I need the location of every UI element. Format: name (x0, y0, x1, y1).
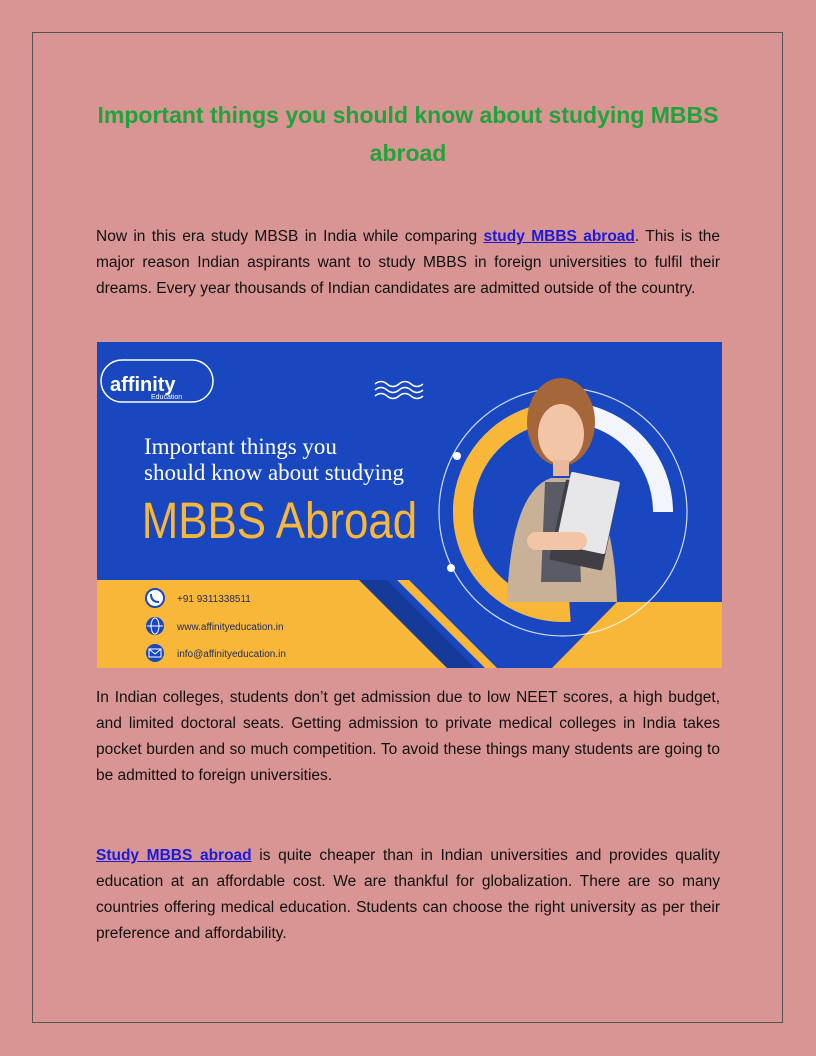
banner-phone: +91 9311338511 (177, 594, 251, 605)
paragraph-1 (96, 224, 720, 302)
paragraph-3-text: is quite cheaper than in Indian universities and provides quality education at an affordable cost. We are thankful for globalization. There are so many countries offering medical education. Students can choose the right university as per their preference and affordability. (96, 847, 720, 942)
paragraph-2: In Indian colleges, students don’t get admission due to low NEET scores, a high budget, and limited doctoral seats. Getting admission to private medical colleges in India takes pocket burden and so much competition. To avoid these things many students are going to be admitted to foreign universities. (96, 689, 720, 784)
study-mbbs-abroad-link-2[interactable]: Study MBBS abroad (96, 847, 252, 864)
banner-heading-line-2: should know about studying (144, 460, 405, 485)
paragraph-3 (96, 843, 720, 947)
page-title: Important things you should know about studying MBBS abroad (97, 102, 719, 166)
logo-subtext: Education (151, 394, 183, 401)
banner-heading-big: MBBS Abroad (141, 492, 418, 550)
paragraph-1-text-end: . This is the major reason Indian aspirants want to study MBBS in foreign universities to fulfil their dreams. Every year thousands of Indian candidates are admitted outside of the country. (96, 228, 721, 297)
paragraph-1-text-start: Now in this era study MBSB in India while comparing (96, 228, 484, 245)
study-mbbs-abroad-link[interactable]: study MBBS abroad (483, 228, 635, 245)
phone-icon (146, 589, 164, 607)
banner-image (97, 342, 722, 668)
banner-heading-line-1: Important things you (144, 434, 337, 459)
logo-text: affinity (110, 374, 176, 396)
banner-email: info@affinityeducation.in (177, 649, 286, 660)
banner-website: www.affinityeducation.in (177, 622, 284, 633)
